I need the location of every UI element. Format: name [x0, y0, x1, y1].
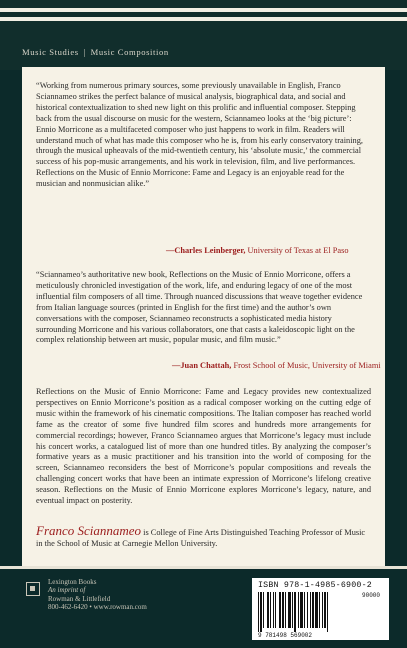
barcode-bar [322, 592, 323, 628]
blurb-2-attribution [172, 360, 381, 371]
barcode-bar [263, 592, 264, 628]
publisher-logo-icon [26, 582, 40, 596]
publisher-imprint-line: An imprint of [48, 586, 86, 595]
barcode-bar [324, 592, 326, 628]
barcode-bar [282, 592, 284, 628]
barcode-bar [304, 592, 305, 628]
barcode-bar [300, 592, 303, 628]
publisher-contact: 800-462-6420 • www.rowman.com [48, 603, 147, 612]
barcode-bar [327, 592, 328, 632]
publisher-name: Lexington Books [48, 578, 97, 586]
barcode-panel [252, 578, 389, 640]
top-stripe [0, 8, 407, 12]
publisher-block [48, 578, 147, 612]
barcode-bar [312, 592, 314, 628]
barcode-bar [310, 592, 311, 628]
blurb-1: “Working from numerous primary sources, some previously unavailable in English, Franco Sciannameo strikes the perfect balance of musical analysis, biographical data, and social and historical contextualization to shed new light on this prolific and influential composer. Stepping back from the usual discourse on music for the western, Sciannameo looks at the ‘big picture’: Ennio Morricone as a multifaceted composer who just happens to work in film. Readers will understand much of what has made this composer who he is, from his early conservatory training, through the musical upheavals of the mid-twentieth century, his ‘absolute music,’ the commercial success of his pop-music arrangements, and his work in television, film, and live performances. Reflections on the Music of Ennio Morricone: Fame and Legacy is an enjoyable read for the musician and nonmusician alike.” [36, 81, 363, 189]
barcode-bar [298, 592, 299, 628]
series-separator: | [83, 47, 86, 57]
barcode-bar [260, 592, 262, 632]
barcode-bar [270, 592, 271, 628]
series-left: Music Studies [22, 47, 79, 57]
barcode-bar [285, 592, 286, 628]
barcode-bar [258, 592, 259, 632]
barcode-bar [319, 592, 320, 628]
barcode-bar [288, 592, 291, 628]
blurb-2-affiliation: Frost School of Music, University of Miami [233, 361, 381, 370]
isbn-text: ISBN 978-1-4985-6900-2 [258, 581, 372, 590]
author-name: Franco Sciannameo [36, 523, 142, 538]
barcode-digits: 9 781498 569002 [258, 632, 313, 639]
publisher-parent: Rowman & Littlefield [48, 594, 111, 603]
barcode-bar [273, 592, 274, 628]
blurb-1-attribution [166, 245, 349, 256]
blurb-2-name: —Juan Chattah, [172, 361, 232, 370]
back-cover-text-panel [22, 67, 385, 566]
blurb-1-affiliation: University of Texas at El Paso [247, 246, 349, 255]
series-label [22, 47, 169, 57]
barcode-bar [294, 592, 296, 632]
top-stripe-2 [0, 17, 407, 21]
barcode-bar [275, 592, 276, 628]
barcode-bar [307, 592, 308, 628]
blurb-1-name: —Charles Leinberger, [166, 246, 246, 255]
bottom-stripe [0, 566, 407, 569]
author-bio-text: is College of Fine Arts Distinguished Teaching Professor of Music in the School of Music at Carnegie Mellon University. [36, 528, 366, 548]
barcode-bar [292, 592, 293, 628]
book-description: Reflections on the Music of Ennio Morricone: Fame and Legacy provides new contextualized perspectives on Ennio Morricone’s position as a radical composer working on the cutting edge of music within the framework of his cinematic compositions. The Italian composer has reached world fame as the creator of some five hundred film scores and hundreds more arrangements for commercial recordings; however, Franco Sciannameo argues that Morricone’s legacy must include his concert works, a catalogued list of more than one hundred titles. By analyzing the composer’s formative years as a music practitioner and his transition into the world of composing for the screen, Sciannameo reconsiders the best of Morricone’s popular compositions and reveals the challenging concert works that have been an intimate expression of Morricone’s lifelong creative season. Reflections on the Music of Ennio Morricone explores Morricone’s legacy, nature, and eventual impact on posterity. [36, 387, 371, 506]
barcode-bar [267, 592, 269, 628]
blurb-2: “Sciannameo’s authoritative new book, Reflections on the Music of Ennio Morricone, offers a meticulously chronicled investigation of the work, life, and enduring legacy of one of the most influential film composers of all time. Through nuanced discussions that weave together evidence from Italian language sources (printed in English for the first time) and the author’s own conversations with the composer, Sciannameo reconstructs a sophisticated media history surrounding Morricone and his various collaborators, one that casts a kaleidoscopic light on the complex relationship between art music, popular music, and film music.” [36, 270, 363, 345]
barcode-bar [315, 592, 318, 628]
price-code: 90000 [362, 592, 381, 599]
author-bio [36, 525, 371, 549]
series-right: Music Composition [90, 47, 169, 57]
barcode-bar [279, 592, 281, 628]
